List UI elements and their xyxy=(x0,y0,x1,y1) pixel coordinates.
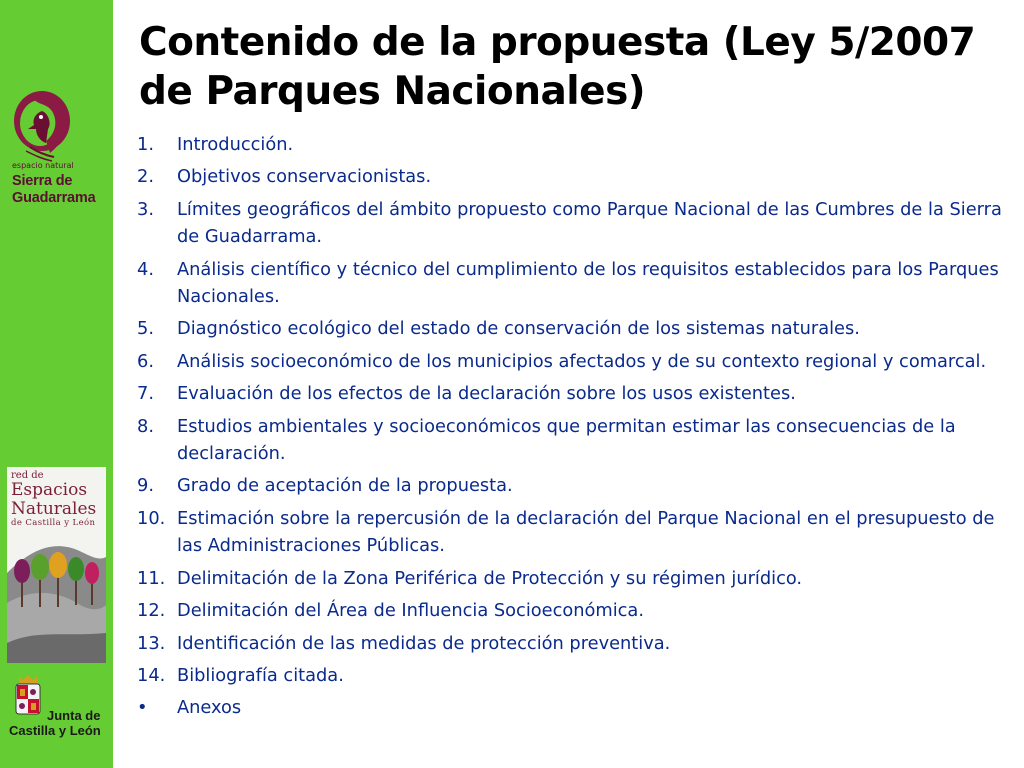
list-item-marker: 13. xyxy=(137,632,166,654)
list-item-marker: 9. xyxy=(137,475,154,497)
list-item xyxy=(137,662,1007,689)
junta-line-2: Castilla y León xyxy=(9,723,101,738)
list-item xyxy=(137,472,1007,499)
logo-espacios: Espacios xyxy=(11,480,88,500)
list-item-marker: 10. xyxy=(137,507,166,529)
list-item xyxy=(137,565,1007,592)
sidebar xyxy=(0,0,113,768)
brand-line-1: Sierra de xyxy=(12,173,73,189)
brand-line-2: Guadarrama xyxy=(12,190,96,206)
list-item-marker: 3. xyxy=(137,198,154,220)
espacios-naturales-logo xyxy=(7,467,106,663)
list-item-text: Objetivos conservacionistas. xyxy=(177,166,432,188)
list-item-text: Análisis científico y técnico del cumplimiento de los requisitos establecidos para los Parques Nacionales. xyxy=(177,258,999,308)
content-list xyxy=(137,131,1007,727)
list-item-text: Delimitación de la Zona Periférica de Protección y su régimen jurídico. xyxy=(177,567,803,589)
logo-region: de Castilla y León xyxy=(11,518,96,528)
list-item-text: Diagnóstico ecológico del estado de conservación de los sistemas naturales. xyxy=(177,318,860,340)
list-item-text: Identificación de las medidas de protección preventiva. xyxy=(177,632,671,654)
list-item-marker: 14. xyxy=(137,664,166,686)
list-item xyxy=(137,196,1007,251)
list-item xyxy=(137,630,1007,657)
logo-red-de: red de xyxy=(11,470,44,481)
list-item-marker: 4. xyxy=(137,258,154,280)
list-item-marker: 5. xyxy=(137,318,154,340)
junta-castilla-leon-logo xyxy=(7,674,109,740)
list-item xyxy=(137,694,1007,721)
list-item-marker: 11. xyxy=(137,567,166,589)
list-item xyxy=(137,505,1007,560)
list-item-text: Introducción. xyxy=(177,134,294,155)
list-item-text: Grado de aceptación de la propuesta. xyxy=(177,475,513,497)
list-item-text: Estudios ambientales y socioeconómicos que permitan estimar las consecuencias de la declaración. xyxy=(177,415,956,465)
list-item xyxy=(137,413,1007,468)
brand-subtitle: espacio natural xyxy=(12,161,74,170)
list-item-marker: 12. xyxy=(137,600,166,622)
list-item-text: Evaluación de los efectos de la declaración sobre los usos existentes. xyxy=(177,383,796,405)
list-item-text: Anexos xyxy=(177,697,242,719)
list-item-text: Delimitación del Área de Influencia Socioeconómica. xyxy=(177,600,644,622)
list-item xyxy=(137,163,1007,190)
list-item xyxy=(137,597,1007,624)
list-item-text: Bibliografía citada. xyxy=(177,664,344,686)
list-item xyxy=(137,131,1007,158)
eagle-icon xyxy=(6,85,76,165)
list-item-text: Límites geográficos del ámbito propuesto como Parque Nacional de las Cumbres de la Sierra de Guadarrama. xyxy=(177,198,1002,248)
junta-line-1: Junta de xyxy=(47,708,101,723)
list-item xyxy=(137,256,1007,311)
sierra-de-guadarrama-logo xyxy=(0,85,113,225)
list-item-marker: 2. xyxy=(137,166,154,188)
slide-title: Contenido de la propuesta (Ley 5/2007 de Parques Nacionales) xyxy=(139,20,976,114)
logo-naturales: Naturales xyxy=(11,499,97,519)
landscape-trees-icon xyxy=(7,533,106,663)
list-item-text: Estimación sobre la repercusión de la declaración del Parque Nacional en el presupuesto de las Administraciones Públicas. xyxy=(177,507,995,557)
list-item-marker: 8. xyxy=(137,415,154,437)
list-item-text: Análisis socioeconómico de los municipios afectados y de su contexto regional y comarcal. xyxy=(177,350,987,372)
list-item xyxy=(137,348,1007,375)
coat-of-arms-icon xyxy=(13,674,43,718)
list-item xyxy=(137,315,1007,342)
list-item-marker: 7. xyxy=(137,383,154,405)
list-item-marker: • xyxy=(137,697,148,719)
list-item-marker: 1. xyxy=(137,134,154,155)
list-item xyxy=(137,380,1007,407)
list-item-marker: 6. xyxy=(137,350,154,372)
